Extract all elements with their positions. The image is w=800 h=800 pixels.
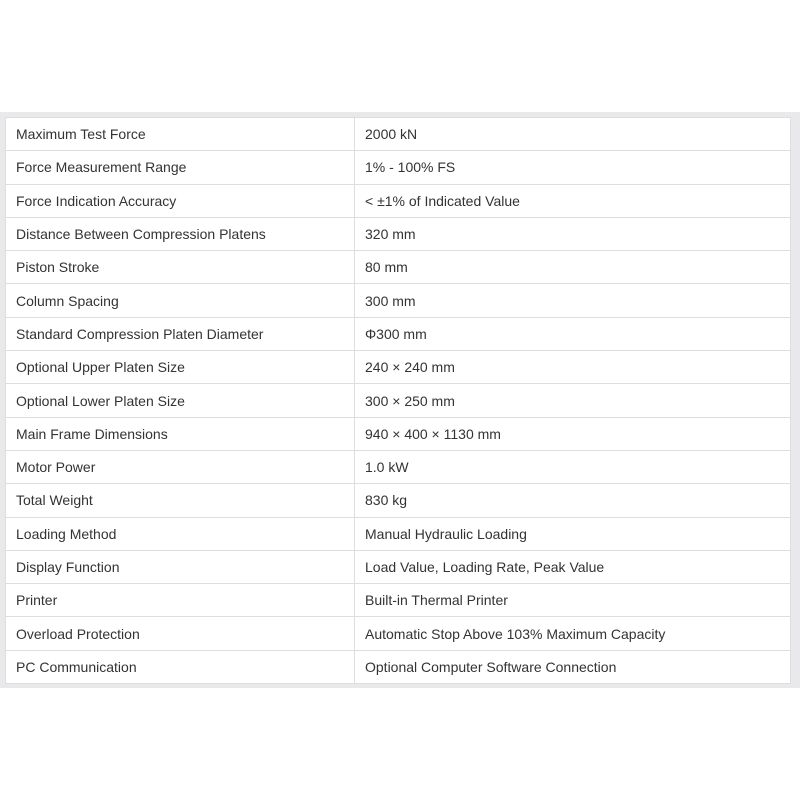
table-row <box>6 550 791 583</box>
spec-value: 300 mm <box>355 284 791 317</box>
table-row <box>6 217 791 250</box>
table-row <box>6 384 791 417</box>
spec-label: Display Function <box>6 550 355 583</box>
table-row <box>6 584 791 617</box>
table-row <box>6 251 791 284</box>
spec-value: Load Value, Loading Rate, Peak Value <box>355 550 791 583</box>
spec-label: Force Indication Accuracy <box>6 184 355 217</box>
table-row <box>6 517 791 550</box>
spec-label: Loading Method <box>6 517 355 550</box>
spec-value: 240 × 240 mm <box>355 351 791 384</box>
spec-value: < ±1% of Indicated Value <box>355 184 791 217</box>
spec-label: Motor Power <box>6 450 355 483</box>
table-row <box>6 484 791 517</box>
table-frame <box>0 112 800 688</box>
table-row <box>6 617 791 650</box>
spec-label: Printer <box>6 584 355 617</box>
table-row <box>6 151 791 184</box>
spec-label: Overload Protection <box>6 617 355 650</box>
table-row <box>6 650 791 683</box>
spec-label: Distance Between Compression Platens <box>6 217 355 250</box>
spec-label: PC Communication <box>6 650 355 683</box>
spec-value: Φ300 mm <box>355 317 791 350</box>
table-row <box>6 317 791 350</box>
table-row <box>6 417 791 450</box>
spec-value: Optional Computer Software Connection <box>355 650 791 683</box>
spec-label: Optional Upper Platen Size <box>6 351 355 384</box>
spec-value: 940 × 400 × 1130 mm <box>355 417 791 450</box>
spec-label: Standard Compression Platen Diameter <box>6 317 355 350</box>
spec-value: 320 mm <box>355 217 791 250</box>
table-row <box>6 284 791 317</box>
spec-value: Automatic Stop Above 103% Maximum Capacity <box>355 617 791 650</box>
table-row <box>6 118 791 151</box>
spec-label: Piston Stroke <box>6 251 355 284</box>
spec-value: 300 × 250 mm <box>355 384 791 417</box>
spec-value: 1.0 kW <box>355 450 791 483</box>
spec-label: Force Measurement Range <box>6 151 355 184</box>
table-row <box>6 351 791 384</box>
spec-value: 2000 kN <box>355 118 791 151</box>
spec-label: Total Weight <box>6 484 355 517</box>
spec-label: Main Frame Dimensions <box>6 417 355 450</box>
spec-value: 830 kg <box>355 484 791 517</box>
spec-value: Built-in Thermal Printer <box>355 584 791 617</box>
spec-table-container <box>5 117 790 683</box>
spec-label: Column Spacing <box>6 284 355 317</box>
spec-label: Maximum Test Force <box>6 118 355 151</box>
table-row <box>6 184 791 217</box>
spec-value: Manual Hydraulic Loading <box>355 517 791 550</box>
spec-value: 1% - 100% FS <box>355 151 791 184</box>
spec-table <box>5 117 791 684</box>
spec-value: 80 mm <box>355 251 791 284</box>
table-row <box>6 450 791 483</box>
spec-label: Optional Lower Platen Size <box>6 384 355 417</box>
